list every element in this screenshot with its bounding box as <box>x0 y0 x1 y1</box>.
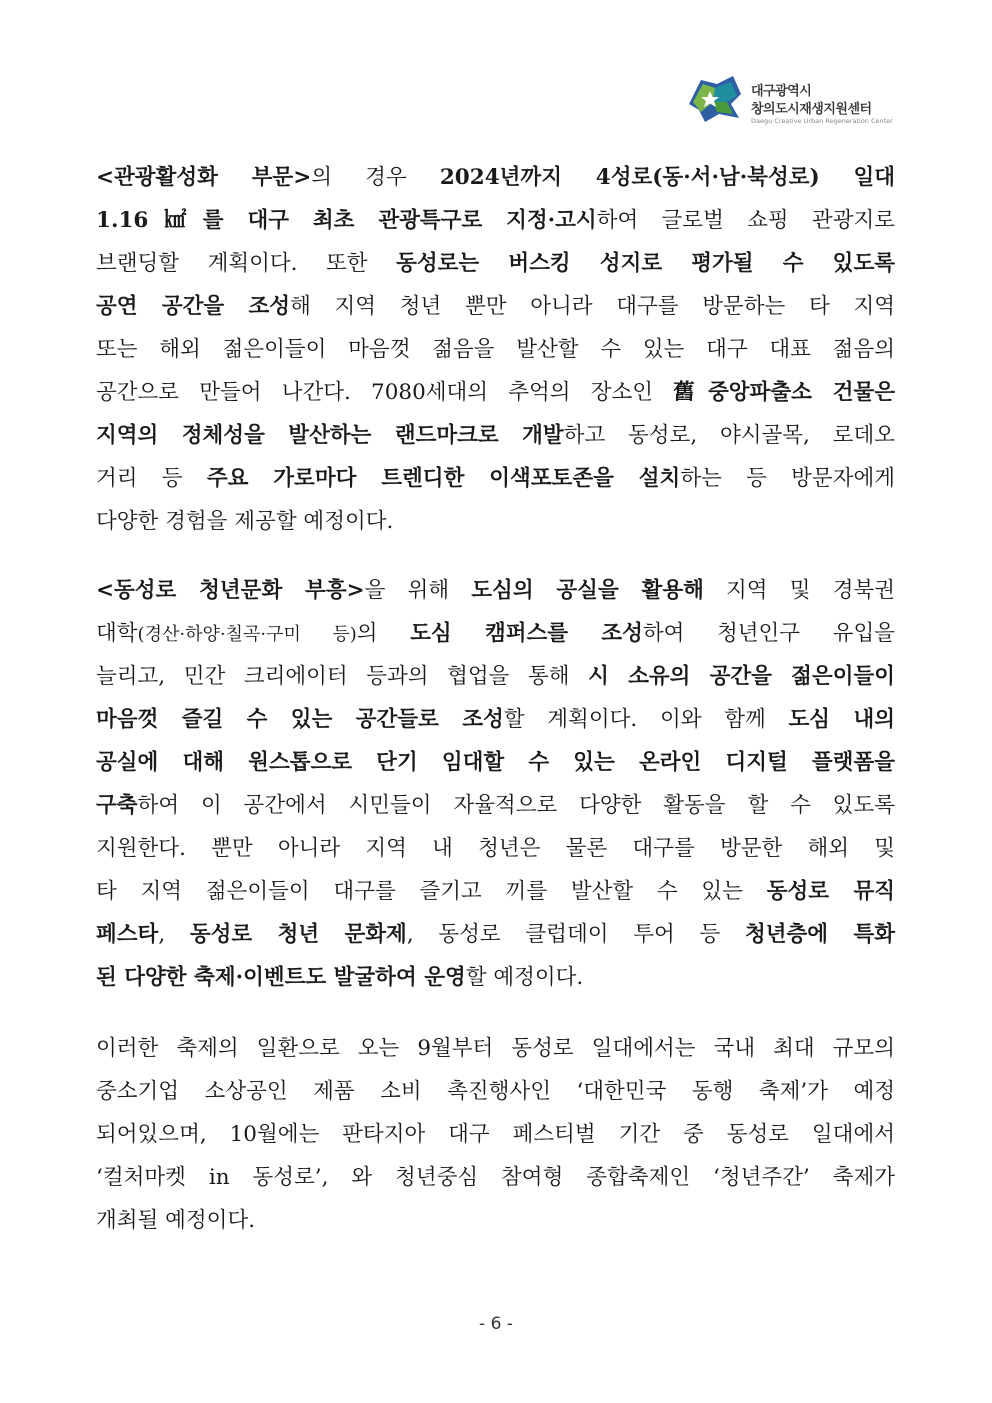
bold-text: 도심 내의 <box>788 707 895 732</box>
text: 브랜딩할 계획이다. 또한 <box>96 251 397 276</box>
text-line <box>96 956 895 999</box>
text-line <box>96 328 895 371</box>
text-line <box>96 698 895 741</box>
bold-text: 도심 캠퍼스를 조성 <box>410 621 643 646</box>
text: 할 예정이다. <box>465 965 584 990</box>
logo-emblem-icon <box>683 74 745 124</box>
text: 하여 글로벌 쇼핑 관광지로 <box>596 208 896 233</box>
text: 의 <box>356 621 411 646</box>
text: 거리 등 <box>96 466 207 491</box>
bold-text: <동성로 청년문화 부흥> <box>96 578 365 603</box>
bold-text: 청년층에 특화 <box>745 922 895 947</box>
text: 공간으로 만들어 나간다. 7080세대의 추억의 장소인 <box>96 380 674 405</box>
text-line <box>96 612 895 655</box>
bold-text: 주요 가로마다 트렌디한 이색포토존을 설치 <box>206 466 681 491</box>
bold-text: 페스타 <box>96 922 159 947</box>
bold-text: 공실에 대해 원스톱으로 단기 임대할 수 있는 온라인 디지털 플랫폼을 <box>96 750 895 775</box>
logo-english-name: Daegu Creative Urban Regeneration Center <box>751 117 893 125</box>
page-number: - 6 - <box>479 1314 513 1334</box>
text: 하는 등 방문자에게 <box>680 466 895 491</box>
bold-text: 2024년까지 4성로(동·서·남·북성로) 일대 <box>439 165 895 190</box>
bold-text: 동성로 청년 문화제 <box>189 922 407 947</box>
text-line <box>96 913 895 956</box>
text-line: 이러한 축제의 일환으로 오는 9월부터 동성로 일대에서는 국내 최대 규모의 <box>96 1036 895 1061</box>
paragraph-festivals <box>96 1027 895 1242</box>
text: , 동성로 클럽데이 투어 등 <box>406 922 745 947</box>
text-line <box>96 827 895 870</box>
bold-text: 된 다양한 축제·이벤트도 발굴하여 운영 <box>96 965 466 990</box>
text: 늘리고, 민간 크리에이터 등과의 협업을 통해 <box>96 664 589 689</box>
bold-text: 마음껏 즐길 수 있는 공간들로 조성 <box>96 707 504 732</box>
bold-text: 시 소유의 공간을 젊은이들이 <box>588 664 896 689</box>
text: 할 계획이다. 이와 함께 <box>503 707 789 732</box>
text-line <box>96 285 895 328</box>
text-line <box>96 414 895 457</box>
text: 지역 및 경북권 <box>703 578 895 603</box>
text-line <box>96 242 895 285</box>
text: 대학 <box>96 621 138 646</box>
bold-text: 공연 공간을 조성 <box>96 294 291 319</box>
text: , <box>158 922 190 947</box>
text: 해 지역 청년 뿐만 아니라 대구를 방문하는 타 지역 <box>290 294 895 319</box>
bold-text: <관광활성화 부문> <box>96 165 312 190</box>
text: 지원한다. 뿐만 아니라 지역 내 청년은 물론 대구를 방문한 해외 및 <box>96 836 895 861</box>
text-line <box>96 457 895 500</box>
text: 타 지역 젊은이들이 대구를 즐기고 끼를 발산할 수 있는 <box>96 879 767 904</box>
text: 의 경우 <box>311 165 440 190</box>
bold-text: 지역의 정체성을 발산하는 랜드마크로 개발 <box>96 423 564 448</box>
text-line <box>96 741 895 784</box>
bold-text: 구축 <box>96 793 138 818</box>
bold-text: 동성로 뮤직 <box>766 879 895 904</box>
text-line: 중소기업 소상공인 제품 소비 촉진행사인 ‘대한민국 동행 축제’가 예정 <box>96 1079 895 1104</box>
bold-text: 동성로는 버스킹 성지로 평가될 수 있도록 <box>396 251 895 276</box>
text-line: 되어있으며, 10월에는 판타지아 대구 페스티벌 기간 중 동성로 일대에서 <box>96 1122 895 1147</box>
logo-title-line1: 대구광역시 <box>751 84 812 99</box>
logo-title-line2: 창의도시재생지원센터 <box>751 102 872 117</box>
bold-text: 도심의 공실을 활용해 <box>471 578 704 603</box>
bold-text: 舊중앙파출소 건물은 <box>673 380 895 405</box>
text-line <box>96 784 895 827</box>
text-line: ‘컬처마켓 in 동성로’, 와 청년중심 참여형 종합축제인 ‘청년주간’ 축제가 <box>96 1165 895 1190</box>
text-line <box>96 371 895 414</box>
text-line <box>96 156 895 199</box>
text: 을 위해 <box>364 578 472 603</box>
text-line <box>96 199 895 242</box>
text: 하여 이 공간에서 시민들이 자율적으로 다양한 활동을 할 수 있도록 <box>137 793 895 818</box>
paragraph-tourism <box>96 156 895 543</box>
text: 하여 청년인구 유입을 <box>642 621 895 646</box>
text-line <box>96 655 895 698</box>
text: 또는 해외 젊은이들이 마음껏 젊음을 발산할 수 있는 대구 대표 젊음의 <box>96 337 895 362</box>
text: 다양한 경험을 제공할 예정이다. <box>96 509 394 534</box>
text-line <box>96 500 895 543</box>
text: 하고 동성로, 야시골목, 로데오 <box>563 423 895 448</box>
small-text: (경산·하양·칠곡·구미 등) <box>137 624 357 645</box>
paragraph-youth-culture <box>96 569 895 999</box>
text-line: 개최될 예정이다. <box>96 1208 256 1233</box>
bold-text: 1.16㎢를 대구 최초 관광특구로 지정·고시 <box>96 208 597 233</box>
text-line <box>96 870 895 913</box>
center-logo <box>683 70 913 132</box>
text-line <box>96 569 895 612</box>
